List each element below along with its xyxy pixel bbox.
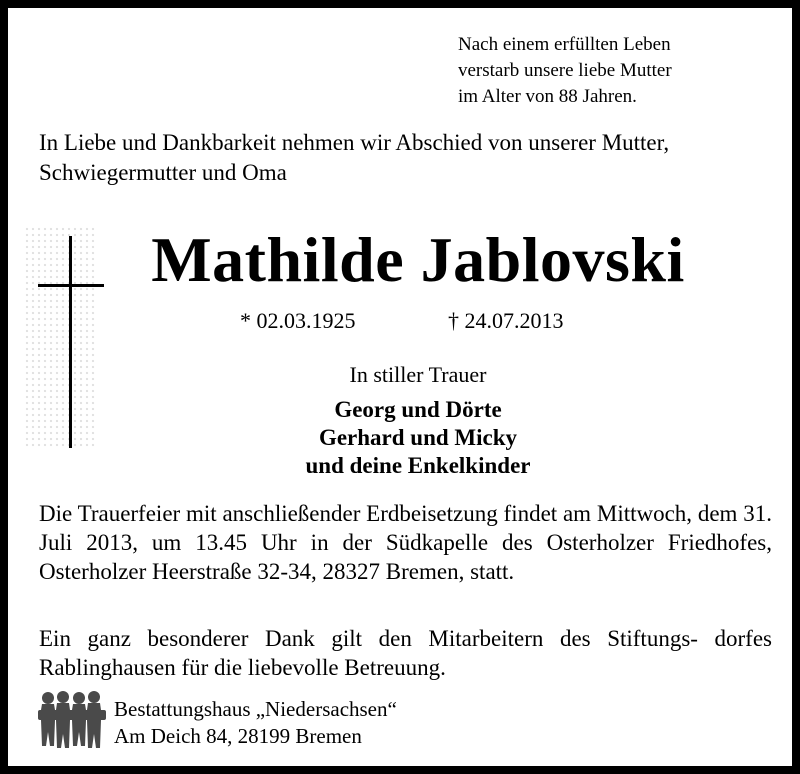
cross-horizontal-bar	[38, 284, 104, 287]
farewell-text	[39, 128, 779, 188]
cross-shading	[24, 226, 96, 448]
birth-date: * 02.03.1925	[240, 308, 356, 333]
intro-verse-line: im Alter von 88 Jahren.	[458, 86, 637, 107]
thanks-note: Ein ganz besonderer Dank gilt den Mitarbeitern des Stiftungs- dorfes Rablinghausen für die liebevolle Betreuung.	[39, 626, 772, 680]
pallbearers-logo-icon	[36, 690, 108, 752]
funeral-home-address: Am Deich 84, 28199 Bremen	[114, 724, 362, 748]
intro-verse	[458, 32, 758, 110]
death-date: † 24.07.2013	[448, 308, 564, 333]
farewell-line: Schwiegermutter und Oma	[39, 160, 287, 185]
funeral-home-name: Bestattungshaus „Niedersachsen“	[114, 697, 397, 721]
deceased-name: Mathilde Jablovski	[151, 224, 685, 295]
service-announcement: Die Trauerfeier mit anschließender Erdbeisetzung findet am Mittwoch, dem 31. Juli 2013, um 13.45 Uhr in der Südkapelle des Osterholzer Friedhofes, Osterholzer Heerstraße 32-34, 28327 Bremen, statt.	[39, 501, 772, 584]
cross-vertical-bar	[69, 236, 72, 448]
mourning-label: In stiller Trauer	[349, 362, 487, 387]
farewell-line: In Liebe und Dankbarkeit nehmen wir Abschied von unserer Mutter,	[39, 130, 670, 155]
mourners-list	[240, 396, 596, 480]
mourner-entry: Georg und Dörte	[334, 397, 502, 422]
intro-verse-line: verstarb unsere liebe Mutter	[458, 60, 672, 81]
intro-verse-line: Nach einem erfüllten Leben	[458, 34, 671, 55]
mourner-entry: Gerhard und Micky	[318, 425, 518, 450]
mourner-entry: und deine Enkelkinder	[305, 453, 531, 478]
funeral-home	[114, 696, 534, 750]
cross-icon	[24, 226, 96, 448]
